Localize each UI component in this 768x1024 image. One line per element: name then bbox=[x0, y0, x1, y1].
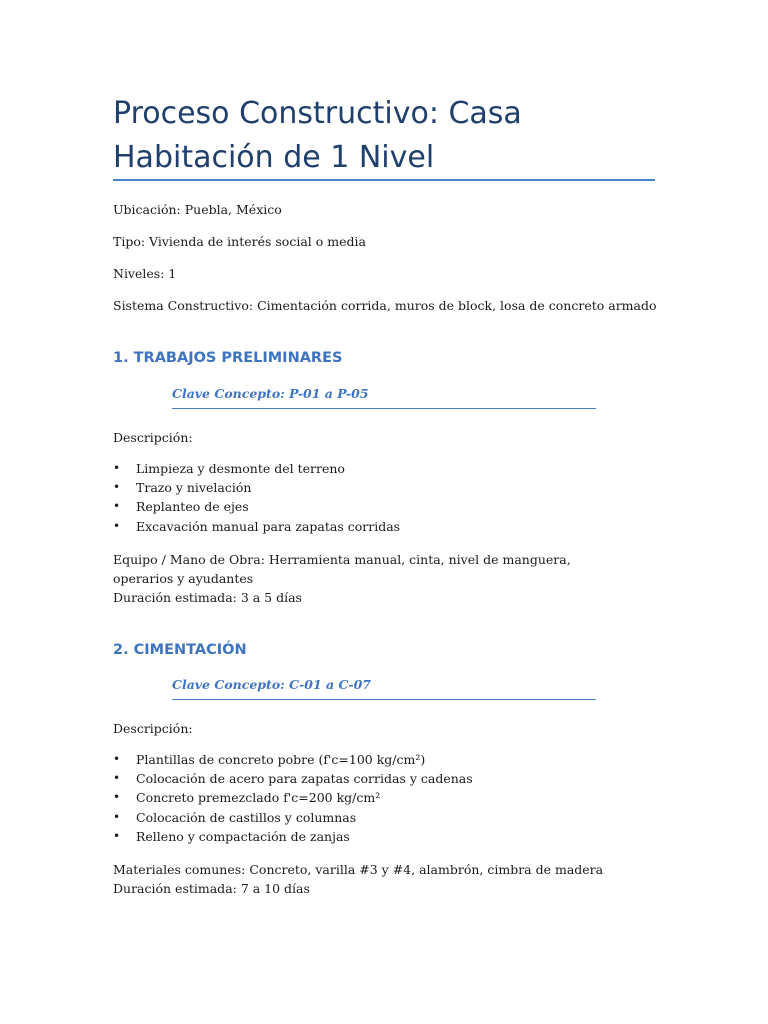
meta-location: Ubicación: Puebla, México bbox=[113, 202, 282, 217]
list-item bbox=[113, 517, 400, 536]
section-heading-preliminares: 1. TRABAJOS PRELIMINARES bbox=[113, 350, 343, 366]
bullet-icon: • bbox=[113, 771, 121, 786]
bullet-icon: • bbox=[113, 828, 121, 843]
bullet-icon: • bbox=[113, 790, 121, 805]
duration-note: Duración estimada: 7 a 10 días bbox=[113, 881, 310, 896]
list-item bbox=[113, 827, 473, 846]
bullet-icon: • bbox=[113, 499, 121, 514]
equipment-note: Equipo / Mano de Obra: Herramienta manual, cinta, nivel de manguera, operarios y ayudantes bbox=[113, 552, 571, 586]
bullet-icon: • bbox=[113, 518, 121, 533]
list-item-text: Trazo y nivelación bbox=[136, 480, 252, 496]
list-item-text: Plantillas de concreto pobre (f'c=100 kg/cm²) bbox=[136, 752, 426, 767]
materials-note: Materiales comunes: Concreto, varilla #3 y #4, alambrón, cimbra de madera bbox=[113, 862, 604, 877]
bullet-list-preliminares bbox=[113, 459, 400, 536]
list-item-text: Relleno y compactación de zanjas bbox=[136, 828, 350, 844]
section-clave-preliminares: Clave Concepto: P-01 a P-05 bbox=[172, 385, 596, 409]
section-heading-cimentacion: 2. CIMENTACIÓN bbox=[113, 642, 247, 658]
list-item-text: Replanteo de ejes bbox=[136, 499, 249, 515]
list-item bbox=[113, 788, 473, 807]
list-item bbox=[113, 497, 400, 516]
meta-type: Tipo: Vivienda de interés social o media bbox=[113, 234, 366, 249]
section-notes-preliminares bbox=[113, 550, 633, 607]
list-item-text: Excavación manual para zapatas corridas bbox=[136, 518, 401, 534]
document-title: Proceso Constructivo: Casa Habitación de 1 Nivel bbox=[113, 96, 522, 175]
list-item-text: Limpieza y desmonte del terreno bbox=[136, 461, 345, 476]
bullet-icon: • bbox=[113, 752, 121, 766]
list-item bbox=[113, 478, 400, 497]
section-desc-label: Descripción: bbox=[113, 721, 193, 736]
title-underline bbox=[113, 179, 655, 181]
meta-system: Sistema Constructivo: Cimentación corrida, muros de block, losa de concreto armado bbox=[113, 298, 657, 313]
bullet-list-cimentacion bbox=[113, 750, 473, 846]
meta-levels: Niveles: 1 bbox=[113, 266, 177, 281]
list-item bbox=[113, 769, 473, 788]
list-item bbox=[113, 808, 473, 827]
list-item bbox=[113, 459, 400, 478]
bullet-icon: • bbox=[113, 461, 121, 475]
bullet-icon: • bbox=[113, 480, 121, 495]
list-item-text: Concreto premezclado f'c=200 kg/cm² bbox=[136, 790, 381, 806]
section-notes-cimentacion bbox=[113, 860, 633, 898]
list-item-text: Colocación de acero para zapatas corridas y cadenas bbox=[136, 771, 473, 787]
section-clave-cimentacion: Clave Concepto: C-01 a C-07 bbox=[172, 676, 596, 700]
list-item bbox=[113, 750, 473, 769]
list-item-text: Colocación de castillos y columnas bbox=[136, 809, 357, 825]
duration-note: Duración estimada: 3 a 5 días bbox=[113, 590, 302, 605]
bullet-icon: • bbox=[113, 809, 121, 824]
section-desc-label: Descripción: bbox=[113, 430, 193, 445]
